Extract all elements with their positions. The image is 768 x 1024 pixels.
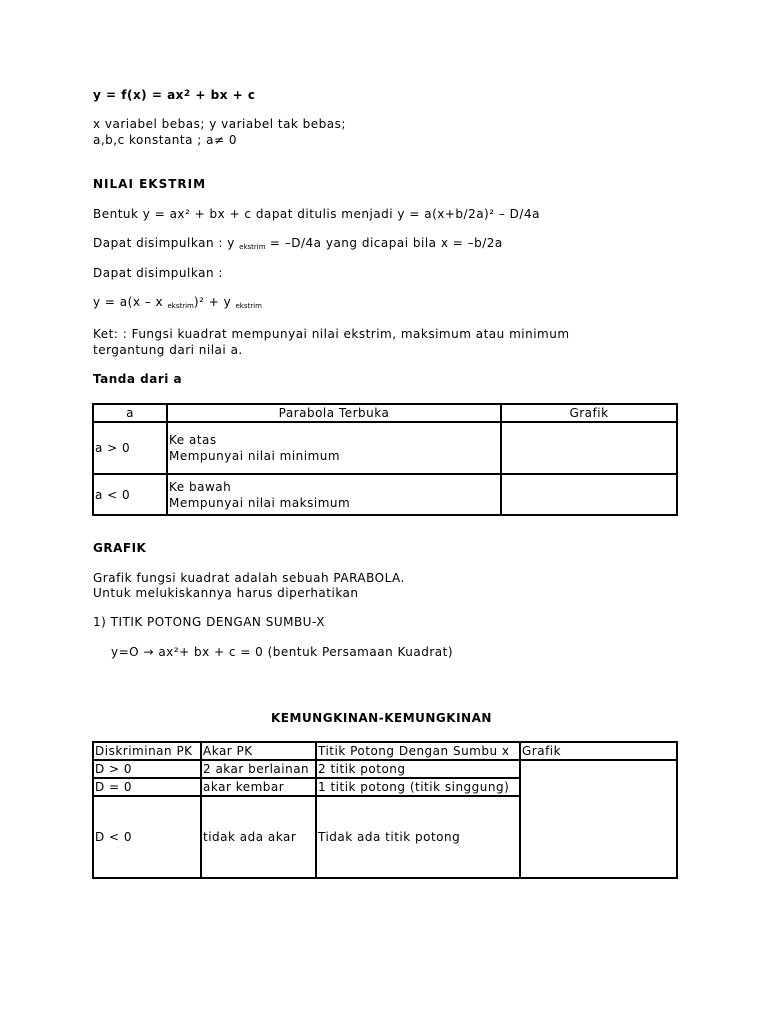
formula-superscript: 2 [183,89,191,99]
tanda-cell-grafik [501,422,677,474]
tanda-header-a: a [93,404,167,422]
grafik-line-2: Untuk melukiskannya harus diperhatikan [93,586,359,600]
kemungkinan-header-akar: Akar PK [201,742,316,760]
nilai-ekstrim-heading: NILAI EKSTRIM [93,177,207,191]
kemungkinan-cell: akar kembar [201,778,316,796]
tanda-header-grafik: Grafik [501,404,677,422]
kemungkinan-cell: D = 0 [93,778,201,796]
simpulan-1-subscript: ekstrim [239,243,266,251]
kemungkinan-grafik-cell [520,760,677,878]
simpulan-1-pre: Dapat disimpulkan : y [93,236,235,250]
kemungkinan-row [93,760,677,778]
tanda-heading: Tanda dari a [93,372,183,386]
simpulan-2: Dapat disimpulkan : [93,266,223,280]
kemungkinan-table [92,741,678,879]
ekstrim-eq-sub1: ekstrim [167,302,194,310]
tanda-cell-a: a > 0 [93,422,167,474]
kemungkinan-cell: 2 akar berlainan [201,760,316,778]
ket-line-2: tergantung dari nilai a. [93,343,243,357]
tanda-cell-line2: Mempunyai nilai maksimum [169,495,351,510]
kemungkinan-cell: D < 0 [93,796,201,878]
tanda-cell-line1: Ke bawah [169,479,232,494]
kemungkinan-header-grafik: Grafik [520,742,677,760]
tanda-cell-parabola [167,422,501,474]
formula-rhs: + bx + c [190,88,256,102]
tanda-cell-grafik [501,474,677,515]
tanda-row [93,474,677,515]
tanda-header-row [93,404,677,422]
kemungkinan-header-row [93,742,677,760]
ekstrim-eq-sub2: ekstrim [235,302,262,310]
kemungkinan-cell: Tidak ada titik potong [316,796,520,878]
kemungkinan-header-diskriminan: Diskriminan PK [93,742,201,760]
kemungkinan-header-titik: Titik Potong Dengan Sumbu x [316,742,520,760]
arrow-right-icon: → [143,645,154,659]
tanda-header-parabola: Parabola Terbuka [167,404,501,422]
tanda-cell-parabola [167,474,501,515]
ket-line-1: Ket: : Fungsi kuadrat mempunyai nilai ekstrim, maksimum atau minimum [93,327,570,341]
simpulan-1-post: = –D/4a yang dicapai bila x = –b/2a [265,236,503,250]
tanda-row [93,422,677,474]
ekstrim-eq-part2: )² + y [193,295,232,309]
point1-eq-post: ax²+ bx + c = 0 (bentuk Persamaan Kuadrat) [154,645,454,659]
main-formula [93,86,255,103]
definition-line-1: x variabel bebas; y variabel tak bebas; [93,117,346,131]
grafik-point-1-equation [111,644,453,660]
ekstrim-eq-part1: y = a(x – x [93,295,164,309]
formula-lhs: y = f(x) = ax [93,88,184,102]
grafik-line-1: Grafik fungsi kuadrat adalah sebuah PARABOLA. [93,571,405,585]
bentuk-text: Bentuk y = ax² + bx + c dapat ditulis menjadi y = a(x+b/2a)² – D/4a [93,207,540,221]
grafik-heading: GRAFIK [93,541,147,555]
kemungkinan-cell: 1 titik potong (titik singgung) [316,778,520,796]
kemungkinan-cell: D > 0 [93,760,201,778]
tanda-cell-line2: Mempunyai nilai minimum [169,449,341,463]
tanda-cell-a: a < 0 [93,474,167,515]
kemungkinan-cell: 2 titik potong [316,760,520,778]
point1-eq-pre: y=O [111,645,140,659]
tanda-table [92,403,678,516]
kemungkinan-cell: tidak ada akar [201,796,316,878]
definition-line-2: a,b,c konstanta ; a≠ 0 [93,133,237,147]
grafik-point-1: 1) TITIK POTONG DENGAN SUMBU-X [93,615,325,629]
ekstrim-equation [93,294,262,314]
simpulan-1 [93,235,503,255]
tanda-cell-line1: Ke atas [169,433,217,447]
kemungkinan-heading: KEMUNGKINAN-KEMUNGKINAN [271,711,492,725]
